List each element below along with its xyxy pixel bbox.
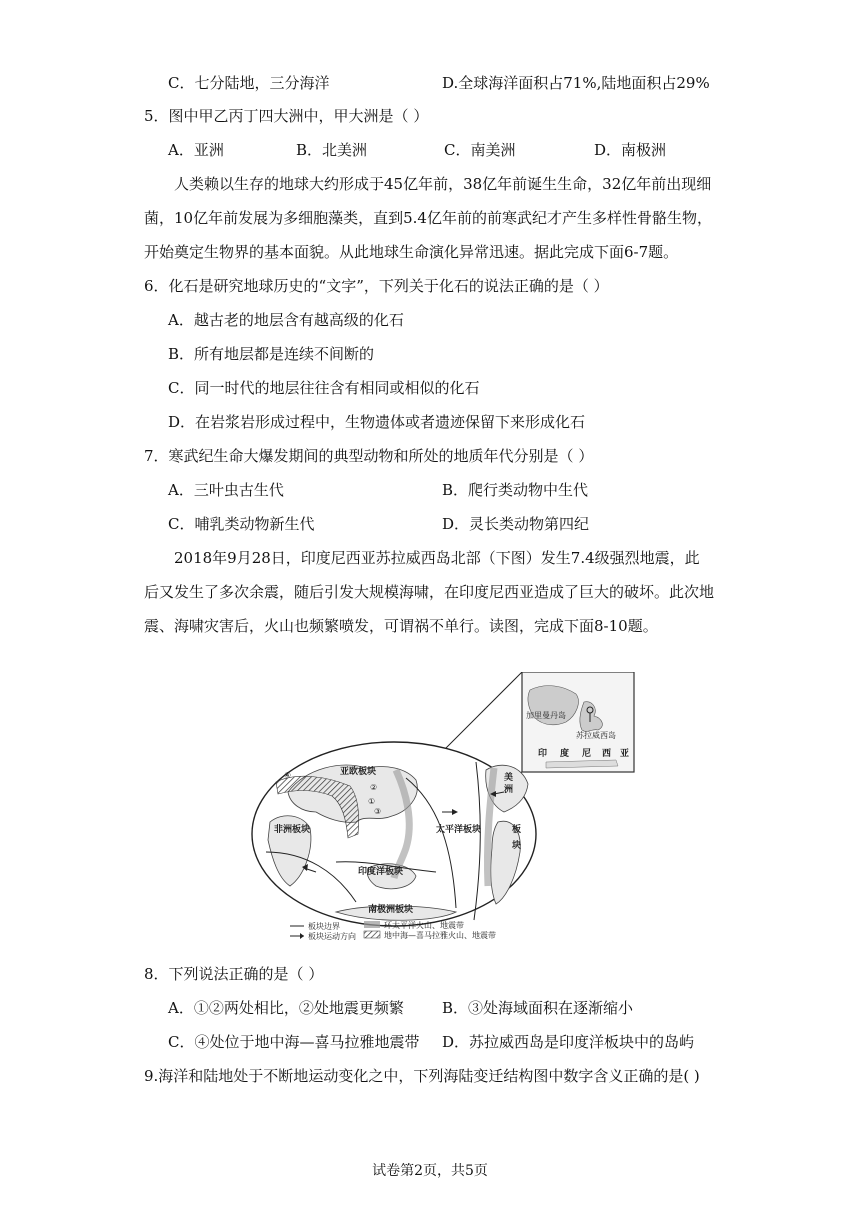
marker-4: ④ bbox=[284, 771, 292, 780]
q5-option-b: B．北美洲 bbox=[296, 141, 368, 159]
legend-pacific-belt: 环太平洋火山、地震带 bbox=[384, 921, 464, 930]
passage2-line-2: 后又发生了多次余震，随后引发大规模海啸，在印度尼西亚造成了巨大的破坏。此次地 bbox=[144, 583, 715, 601]
plate-map-figure bbox=[246, 672, 638, 940]
q8-option-c: C．④处位于地中海—喜马拉雅地震带 bbox=[168, 1033, 420, 1051]
inset-label-sulawesi: 苏拉威西岛 bbox=[576, 731, 616, 740]
label-eurasian-plate: 亚欧板块 bbox=[340, 767, 377, 777]
inset-map bbox=[522, 672, 634, 772]
inset-label-indonesia-3: 尼 bbox=[582, 749, 592, 759]
passage2-line-3: 震、海啸灾害后，火山也频繁喷发，可谓祸不单行。读图，完成下面8-10题。 bbox=[144, 617, 658, 635]
label-antarctic-plate: 南极洲板块 bbox=[368, 905, 414, 915]
label-american-plate-4: 块 bbox=[512, 841, 522, 851]
q8-option-a: A．①②两处相比，②处地震更频繁 bbox=[168, 999, 404, 1017]
map-legend bbox=[290, 920, 496, 940]
q6-option-d: D．在岩浆岩形成过程中，生物遗体或者遗迹保留下来形成化石 bbox=[168, 413, 586, 431]
q6-stem: 6．化石是研究地球历史的“文字”，下列关于化石的说法正确的是（ ） bbox=[144, 277, 609, 295]
label-american-plate-3: 板 bbox=[512, 825, 522, 835]
q8-option-b: B．③处海域面积在逐渐缩小 bbox=[442, 999, 634, 1017]
q8-option-d: D．苏拉威西岛是印度洋板块中的岛屿 bbox=[442, 1033, 695, 1051]
q4-option-d: D.全球海洋面积占71%,陆地面积占29% bbox=[442, 74, 710, 92]
q5-option-a: A．亚洲 bbox=[168, 141, 224, 159]
q9-stem: 9.海洋和陆地处于不断地运动变化之中，下列海陆变迁结构图中数字含义正确的是( ) bbox=[144, 1067, 700, 1085]
label-african-plate-1: 非洲板块 bbox=[274, 825, 311, 835]
marker-3: ③ bbox=[374, 807, 382, 816]
q5-stem: 5．图中甲乙丙丁四大洲中，甲大洲是（ ） bbox=[144, 107, 429, 125]
label-american-plate-1: 美 bbox=[504, 773, 514, 783]
q5-option-d: D．南极洲 bbox=[594, 141, 667, 159]
q6-option-b: B．所有地层都是连续不间断的 bbox=[168, 345, 375, 363]
page-footer: 试卷第2页，共5页 bbox=[372, 1163, 488, 1179]
label-indian-ocean-plate: 印度洋板块 bbox=[358, 867, 404, 877]
passage2-line-1: 2018年9月28日，印度尼西亚苏拉威西岛北部（下图）发生7.4级强烈地震，此 bbox=[174, 549, 700, 567]
inset-label-indonesia-4: 西 bbox=[602, 749, 612, 759]
legend-boundary: 板块边界 bbox=[308, 922, 340, 931]
q7-option-d: D．灵长类动物第四纪 bbox=[442, 515, 590, 533]
passage1-line-3: 开始奠定生物界的基本面貌。从此地球生命演化异常迅速。据此完成下面6-7题。 bbox=[144, 243, 679, 261]
passage1-line-1: 人类赖以生存的地球大约形成于45亿年前，38亿年前诞生生命，32亿年前出现细 bbox=[174, 175, 712, 193]
q7-option-b: B．爬行类动物中生代 bbox=[442, 481, 589, 499]
inset-label-kalimantan: 加里曼丹岛 bbox=[526, 711, 566, 720]
inset-label-indonesia-2: 度 bbox=[560, 749, 570, 759]
q8-stem: 8．下列说法正确的是（ ） bbox=[144, 965, 324, 983]
legend-motion: 板块运动方向 bbox=[308, 932, 356, 940]
inset-label-indonesia-1: 印 bbox=[538, 749, 548, 759]
marker-2: ② bbox=[370, 783, 378, 792]
q5-option-c: C．南美洲 bbox=[444, 141, 516, 159]
label-pacific-plate: 太平洋板块 bbox=[436, 825, 482, 835]
q7-option-a: A．三叶虫古生代 bbox=[168, 481, 284, 499]
q4-option-c: C．七分陆地，三分海洋 bbox=[168, 74, 330, 92]
label-american-plate-2: 洲 bbox=[504, 785, 514, 795]
q7-stem: 7．寒武纪生命大爆发期间的典型动物和所处的地质年代分别是（ ） bbox=[144, 447, 594, 465]
passage1-line-2: 菌，10亿年前发展为多细胞藻类，直到5.4亿年前的前寒武纪才产生多样性骨骼生物， bbox=[144, 209, 712, 227]
q7-option-c: C．哺乳类动物新生代 bbox=[168, 515, 315, 533]
inset-label-indonesia-5: 亚 bbox=[620, 749, 630, 759]
marker-1: ① bbox=[368, 797, 376, 806]
legend-med-belt: 地中海—喜马拉雅火山、地震带 bbox=[384, 931, 496, 940]
q6-option-a: A．越古老的地层含有越高级的化石 bbox=[168, 311, 404, 329]
q6-option-c: C．同一时代的地层往往含有相同或相似的化石 bbox=[168, 379, 480, 397]
